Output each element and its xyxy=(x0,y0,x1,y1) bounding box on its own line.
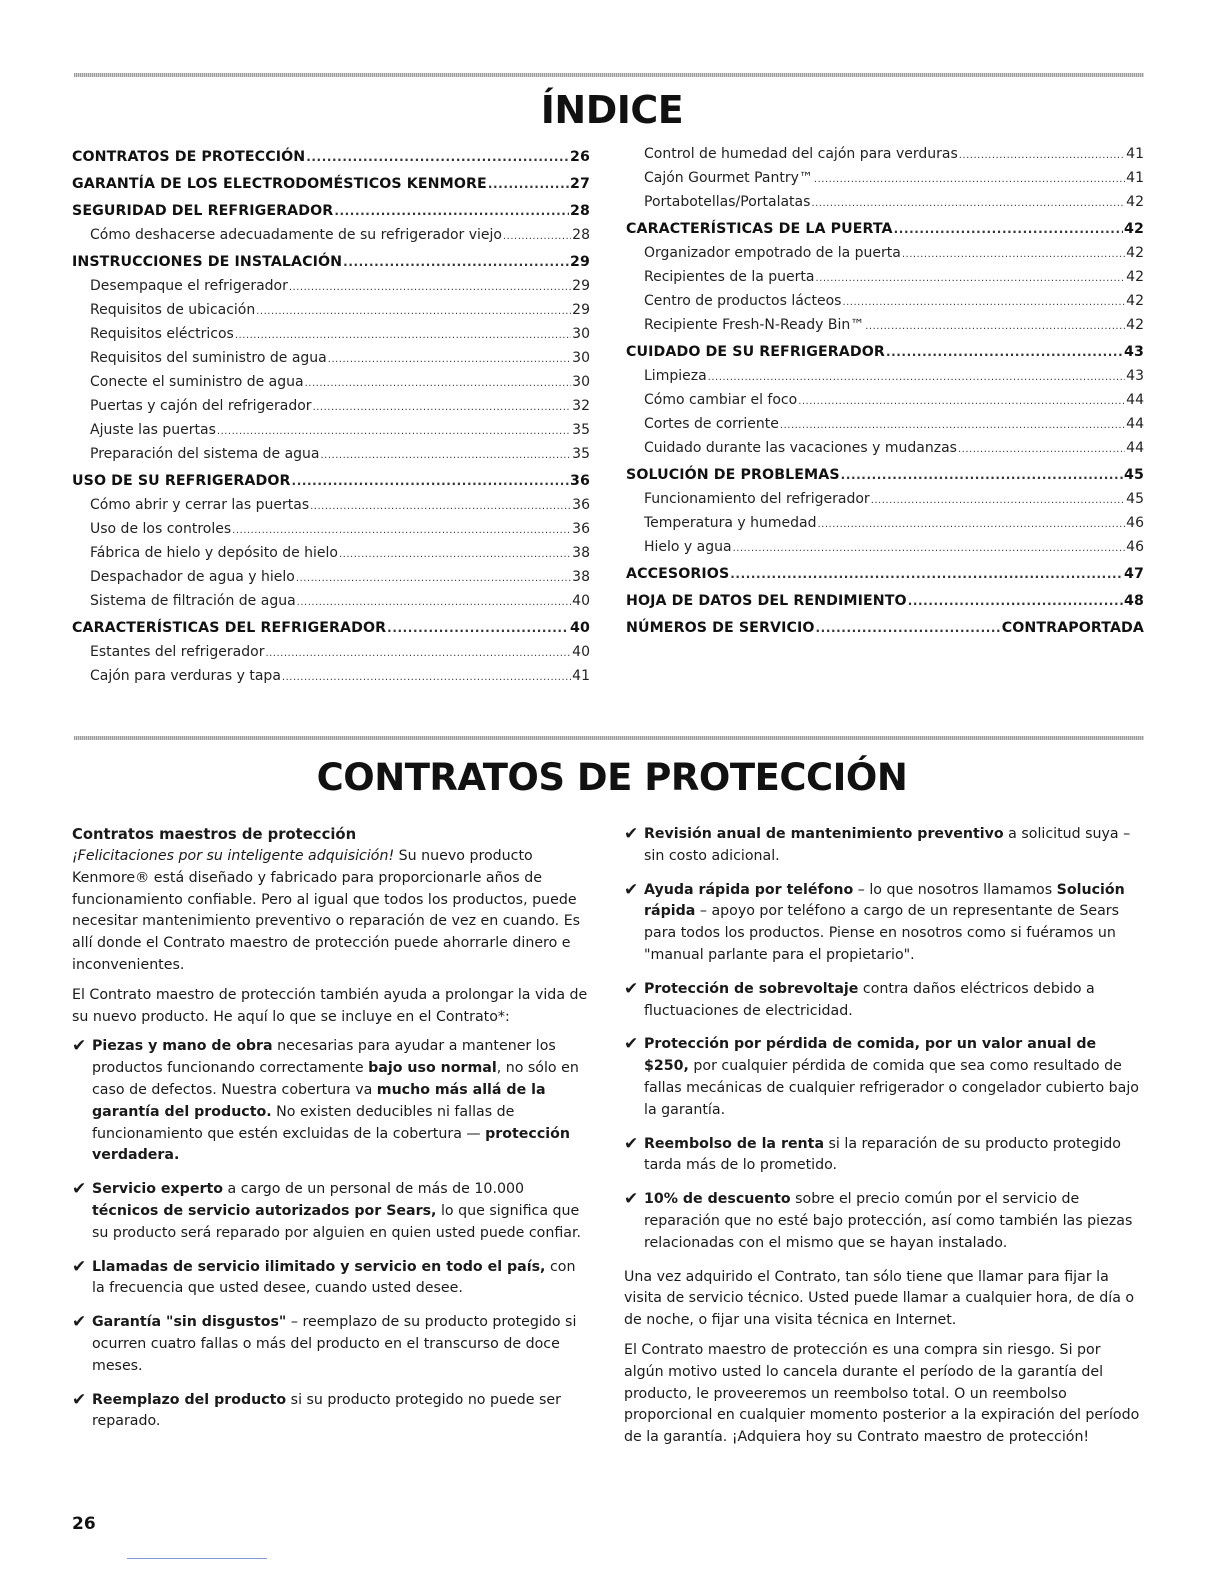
toc-section[interactable] xyxy=(626,340,1144,364)
benefit-text: sobre el precio común por el servicio de reparación que no esté bajo protección, así como también las piezas relacionadas con el mismo que se hayan instalado. xyxy=(644,1191,1133,1251)
toc-leader-dots xyxy=(730,562,1123,586)
toc-leader-dots xyxy=(708,366,1126,388)
toc-leader-dots xyxy=(292,469,570,493)
toc-leader-dots xyxy=(217,420,571,442)
toc-page-number: 32 xyxy=(572,398,590,414)
toc-leader-dots xyxy=(232,519,571,541)
benefit-text: – apoyo por teléfono a cargo de un representante de Sears para todos los productos. Piense en nosotros como si fuéramos un "manual parlante para el propietario". xyxy=(644,903,1120,963)
toc-page-number: 42 xyxy=(1126,293,1144,309)
benefit-highlight: Solución rápida xyxy=(644,881,1125,920)
checkmark-icon: ✔ xyxy=(624,1034,639,1055)
toc-right-column xyxy=(626,142,1144,640)
toc-leader-dots xyxy=(488,172,569,196)
toc-label: GARANTÍA DE LOS ELECTRODOMÉSTICOS KENMORE xyxy=(72,176,487,192)
benefit-highlight: Reemplazo del producto xyxy=(92,1391,287,1408)
benefit-item xyxy=(624,824,1144,868)
toc-leader-dots xyxy=(310,495,571,517)
benefit-highlight: Revisión anual de mantenimiento preventivo xyxy=(644,826,1004,842)
toc-entry[interactable] xyxy=(72,322,590,346)
toc-entry[interactable] xyxy=(626,364,1144,388)
toc-leader-dots xyxy=(343,250,569,274)
toc-label: Fábrica de hielo y depósito de hielo xyxy=(90,545,338,561)
toc-label: Cajón Gourmet Pantry™ xyxy=(644,170,813,186)
toc-leader-dots xyxy=(296,567,571,589)
toc-leader-dots xyxy=(305,372,572,394)
toc-section[interactable] xyxy=(72,199,590,223)
benefit-item xyxy=(624,1134,1144,1178)
toc-page-number: 41 xyxy=(1126,170,1144,186)
checkmark-icon: ✔ xyxy=(624,1189,639,1210)
toc-section[interactable] xyxy=(626,616,1144,640)
toc-label: Sistema de filtración de agua xyxy=(90,593,296,609)
refund-paragraph: El Contrato maestro de protección es una compra sin riesgo. Si por algún motivo usted lo cancela durante el período de la garantía del producto, le proveeremos un reembolso total. O un reembolso proporcional en cualquier momento posterior a la expiración del período de la garantía. ¡Adquiera hoy su Contrato maestro de protección! xyxy=(624,1341,1140,1446)
toc-entry[interactable] xyxy=(72,493,590,517)
toc-label: Funcionamiento del refrigerador xyxy=(644,491,870,507)
checkmark-icon: ✔ xyxy=(624,879,639,900)
checkmark-icon: ✔ xyxy=(624,978,639,999)
benefit-text: – lo que nosotros llamamos xyxy=(853,881,1057,898)
benefit-highlight: bajo uso normal xyxy=(368,1060,497,1077)
toc-label: INSTRUCCIONES DE INSTALACIÓN xyxy=(72,254,343,270)
toc-leader-dots xyxy=(798,390,1125,412)
benefit-text: por cualquier pérdida de comida que sea como resultado de fallas mecánicas de cualquier refrigerador o congelador cubierto bajo la garantía. xyxy=(644,1058,1139,1118)
left-bullet-list xyxy=(72,1036,592,1433)
toc-entry[interactable] xyxy=(72,517,590,541)
checkmark-icon: ✔ xyxy=(624,824,639,844)
toc-page-number: 38 xyxy=(572,545,590,561)
toc-leader-dots xyxy=(902,243,1125,265)
toc-label: Ajuste las puertas xyxy=(90,422,216,438)
toc-entry[interactable] xyxy=(72,418,590,442)
toc-label: Centro de productos lácteos xyxy=(644,293,842,309)
toc-page-number: 48 xyxy=(1124,593,1144,609)
toc-page-number: 47 xyxy=(1124,566,1144,582)
toc-page-number: 42 xyxy=(1126,245,1144,261)
toc-section[interactable] xyxy=(72,145,590,169)
benefit-item xyxy=(624,979,1144,1023)
toc-label: Despachador de agua y hielo xyxy=(90,569,295,585)
toc-page-number: 44 xyxy=(1126,416,1144,432)
toc-page-number: 40 xyxy=(570,620,590,636)
toc-label: CARACTERÍSTICAS DE LA PUERTA xyxy=(626,221,893,237)
toc-entry[interactable] xyxy=(626,265,1144,289)
toc-leader-dots xyxy=(321,444,572,466)
benefit-text: , no sólo en caso de defectos. Nuestra cobertura va xyxy=(92,1060,579,1098)
toc-leader-dots xyxy=(871,489,1125,511)
section-divider xyxy=(74,736,1144,740)
protection-left-column xyxy=(72,824,592,1445)
toc-leader-dots xyxy=(503,225,571,247)
benefit-item xyxy=(72,1036,592,1167)
toc-page-number: 45 xyxy=(1124,467,1144,483)
toc-page-number: 43 xyxy=(1126,368,1144,384)
toc-label: Temperatura y humedad xyxy=(644,515,817,531)
protection-title: CONTRATOS DE PROTECCIÓN xyxy=(316,756,908,799)
toc-page-number: 40 xyxy=(572,593,590,609)
toc-leader-dots xyxy=(908,589,1123,613)
toc-entry[interactable] xyxy=(626,289,1144,313)
top-divider xyxy=(74,73,1144,77)
toc-label: Limpieza xyxy=(644,368,707,384)
toc-label: Organizador empotrado de la puerta xyxy=(644,245,901,261)
toc-leader-dots xyxy=(842,291,1125,313)
contract-paragraph: El Contrato maestro de protección también ayuda a prolongar la vida de su nuevo producto. He aquí lo que se incluye en el Contrato*: xyxy=(72,986,588,1025)
toc-page-number: 42 xyxy=(1124,221,1144,237)
toc-entry[interactable] xyxy=(72,370,590,394)
toc-leader-dots xyxy=(894,217,1123,241)
toc-leader-dots xyxy=(818,513,1126,535)
footer-link-line xyxy=(127,1558,267,1559)
toc-section[interactable] xyxy=(626,589,1144,613)
toc-page-number: 41 xyxy=(572,668,590,684)
checkmark-icon: ✔ xyxy=(72,1036,87,1057)
toc-label: Hielo y agua xyxy=(644,539,732,555)
benefit-highlight: mucho más allá de la garantía del producto. xyxy=(92,1081,546,1120)
toc-page-number: 42 xyxy=(1126,194,1144,210)
toc-entry[interactable] xyxy=(626,436,1144,460)
toc-label: Portabotellas/Portalatas xyxy=(644,194,811,210)
toc-leader-dots xyxy=(814,168,1125,190)
benefit-text: necesarias para ayudar a mantener los productos funcionando correctamente xyxy=(92,1038,556,1077)
toc-page-number: 30 xyxy=(572,326,590,342)
benefit-highlight: Ayuda rápida por teléfono xyxy=(644,881,854,898)
benefit-highlight: protección verdadera. xyxy=(92,1125,570,1164)
toc-entry[interactable] xyxy=(626,166,1144,190)
toc-page-number: 26 xyxy=(570,149,590,165)
benefit-text: a cargo de un personal de más de 10.000 xyxy=(223,1181,525,1198)
toc-leader-dots xyxy=(289,276,571,298)
toc-entry[interactable] xyxy=(72,589,590,613)
toc-page-number: 42 xyxy=(1126,269,1144,285)
toc-label: Cajón para verduras y tapa xyxy=(90,668,281,684)
toc-page-number: 41 xyxy=(1126,146,1144,162)
checkmark-icon: ✔ xyxy=(72,1179,87,1200)
toc-entry[interactable] xyxy=(72,346,590,370)
toc-label: Cómo cambiar el foco xyxy=(644,392,798,408)
benefit-item xyxy=(624,1034,1144,1121)
toc-label: Conecte el suministro de agua xyxy=(90,374,304,390)
toc-leader-dots xyxy=(256,300,571,322)
toc-label: SOLUCIÓN DE PROBLEMAS xyxy=(626,467,840,483)
toc-title: ÍNDICE xyxy=(540,88,684,132)
benefit-highlight: Piezas y mano de obra xyxy=(92,1038,273,1055)
benefit-highlight: Llamadas de servicio ilimitado y servicio en todo el país, xyxy=(92,1258,546,1275)
toc-page-number: 46 xyxy=(1126,515,1144,531)
protection-right-column xyxy=(624,824,1144,1457)
toc-entry[interactable] xyxy=(626,412,1144,436)
benefit-highlight: Garantía "sin disgustos" xyxy=(92,1314,287,1331)
toc-leader-dots xyxy=(313,396,572,418)
toc-label: Cómo abrir y cerrar las puertas xyxy=(90,497,310,513)
benefit-text: contra daños eléctricos debido a fluctuaciones de electricidad. xyxy=(644,980,1095,1019)
toc-page-number: 45 xyxy=(1126,491,1144,507)
toc-section[interactable] xyxy=(72,469,590,493)
toc-leader-dots xyxy=(811,192,1125,214)
toc-label: Estantes del refrigerador xyxy=(90,644,265,660)
toc-entry[interactable] xyxy=(72,442,590,466)
toc-entry[interactable] xyxy=(626,313,1144,337)
benefit-text: No existen deducibles ni fallas de funcionamiento que estén excluidas de la cobertura — xyxy=(92,1103,515,1142)
right-bullet-list xyxy=(624,824,1144,1255)
toc-label: Desempaque el refrigerador xyxy=(90,278,288,294)
toc-label: Cuidado durante las vacaciones y mudanzas xyxy=(644,440,957,456)
toc-entry[interactable] xyxy=(626,487,1144,511)
benefit-text: a solicitud suya – sin costo adicional. xyxy=(644,826,1131,864)
toc-entry[interactable] xyxy=(72,565,590,589)
benefit-item xyxy=(624,1189,1144,1254)
toc-label: Recipientes de la puerta xyxy=(644,269,815,285)
toc-entry[interactable] xyxy=(72,274,590,298)
toc-section[interactable] xyxy=(72,250,590,274)
toc-leader-dots xyxy=(306,145,569,169)
benefit-highlight: Reembolso de la renta xyxy=(644,1135,825,1152)
toc-page-number: 29 xyxy=(570,254,590,270)
toc-page-number: 40 xyxy=(572,644,590,660)
toc-entry[interactable] xyxy=(626,241,1144,265)
toc-entry[interactable] xyxy=(72,223,590,247)
toc-entry[interactable] xyxy=(72,640,590,664)
toc-page-number: 27 xyxy=(570,176,590,192)
checkmark-icon: ✔ xyxy=(72,1256,87,1277)
toc-entry[interactable] xyxy=(72,664,590,688)
toc-page-number: 30 xyxy=(572,374,590,390)
toc-page-number: 44 xyxy=(1126,440,1144,456)
toc-page-number: 44 xyxy=(1126,392,1144,408)
benefit-text: lo que significa que su producto será reparado por alguien en quien usted puede confiar. xyxy=(92,1202,582,1241)
toc-page-number: 42 xyxy=(1126,317,1144,333)
toc-leader-dots xyxy=(339,543,571,565)
toc-label: HOJA DE DATOS DEL RENDIMIENTO xyxy=(626,593,907,609)
toc-label: SEGURIDAD DEL REFRIGERADOR xyxy=(72,203,334,219)
benefit-item xyxy=(72,1257,592,1301)
toc-page-number: 38 xyxy=(572,569,590,585)
toc-page-number: 43 xyxy=(1124,344,1144,360)
toc-page-number: 28 xyxy=(570,203,590,219)
benefit-text: – reemplazo de su producto protegido si ocurren cuatro fallas o más del producto en el transcurso de doce meses. xyxy=(92,1314,577,1374)
toc-label: Preparación del sistema de agua xyxy=(90,446,320,462)
toc-entry[interactable] xyxy=(626,511,1144,535)
toc-label: Requisitos del suministro de agua xyxy=(90,350,327,366)
toc-page-number: 30 xyxy=(572,350,590,366)
toc-leader-dots xyxy=(886,340,1123,364)
toc-leader-dots xyxy=(235,324,571,346)
toc-page-number: CONTRAPORTADA xyxy=(1001,620,1144,636)
toc-page-number: 29 xyxy=(572,302,590,318)
toc-leader-dots xyxy=(841,463,1123,487)
intro-text: Su nuevo producto Kenmore® está diseñado y fabricado para proporcionarle años de funcionamiento confiable. Pero al igual que todos los productos, puede necesitar mantenimiento preventivo o reparación de vez en cuando. Es allí donde el Contrato maestro de protección puede ahorrarle dinero e inconvenientes. xyxy=(72,848,581,973)
benefit-text: si su producto protegido no puede ser reparado. xyxy=(92,1391,561,1430)
toc-leader-dots xyxy=(733,537,1126,559)
toc-page-number: 35 xyxy=(572,422,590,438)
toc-page-number: 36 xyxy=(572,497,590,513)
toc-section[interactable] xyxy=(72,172,590,196)
page-number: 26 xyxy=(72,1514,96,1534)
toc-label: CARACTERÍSTICAS DEL REFRIGERADOR xyxy=(72,620,387,636)
toc-label: Cortes de corriente xyxy=(644,416,779,432)
toc-leader-dots xyxy=(959,144,1125,166)
checkmark-icon: ✔ xyxy=(72,1312,87,1333)
toc-page-number: 28 xyxy=(572,227,590,243)
toc-leader-dots xyxy=(334,199,569,223)
toc-leader-dots xyxy=(780,414,1125,436)
benefit-item xyxy=(72,1390,592,1434)
benefit-highlight: Protección de sobrevoltaje xyxy=(644,980,859,997)
toc-leader-dots xyxy=(958,438,1125,460)
toc-label: Uso de los controles xyxy=(90,521,232,537)
toc-leader-dots xyxy=(816,616,1001,640)
benefit-highlight: Servicio experto xyxy=(92,1181,223,1198)
toc-label: Cómo deshacerse adecuadamente de su refrigerador viejo xyxy=(90,227,502,243)
toc-label: Control de humedad del cajón para verduras xyxy=(644,146,958,162)
toc-entry[interactable] xyxy=(626,190,1144,214)
toc-page-number: 36 xyxy=(570,473,590,489)
toc-leader-dots xyxy=(387,616,569,640)
toc-label: CONTRATOS DE PROTECCIÓN xyxy=(72,149,306,165)
toc-leader-dots xyxy=(815,267,1125,289)
toc-page-number: 46 xyxy=(1126,539,1144,555)
toc-left-column xyxy=(72,142,590,688)
purchase-paragraph: Una vez adquirido el Contrato, tan sólo tiene que llamar para fijar la visita de servicio técnico. Usted puede llamar a cualquier hora, de día o de noche, o fijar una visita técnica en Internet. xyxy=(624,1268,1135,1329)
toc-entry[interactable] xyxy=(72,298,590,322)
toc-label: NÚMEROS DE SERVICIO xyxy=(626,620,815,636)
benefit-item xyxy=(624,880,1144,967)
toc-label: Recipiente Fresh-N-Ready Bin™ xyxy=(644,317,865,333)
benefit-highlight: técnicos de servicio autorizados por Sears, xyxy=(92,1202,437,1219)
checkmark-icon: ✔ xyxy=(624,1133,639,1154)
toc-entry[interactable] xyxy=(626,142,1144,166)
toc-label: Requisitos eléctricos xyxy=(90,326,234,342)
benefit-item xyxy=(72,1179,592,1244)
intro-paragraph xyxy=(72,846,592,977)
toc-entry[interactable] xyxy=(72,541,590,565)
toc-section[interactable] xyxy=(72,616,590,640)
toc-leader-dots xyxy=(265,642,571,664)
benefit-highlight: 10% de descuento xyxy=(644,1191,791,1208)
toc-section[interactable] xyxy=(626,562,1144,586)
benefit-item xyxy=(72,1312,592,1377)
toc-label: CUIDADO DE SU REFRIGERADOR xyxy=(626,344,885,360)
toc-leader-dots xyxy=(865,315,1125,337)
checkmark-icon: ✔ xyxy=(72,1389,87,1410)
benefit-text: con la frecuencia que usted desee, cuando usted desee. xyxy=(92,1258,576,1297)
toc-entry[interactable] xyxy=(626,535,1144,559)
toc-label: USO DE SU REFRIGERADOR xyxy=(72,473,291,489)
toc-label: Requisitos de ubicación xyxy=(90,302,256,318)
intro-italic: ¡Felicitaciones por su inteligente adquisición! xyxy=(72,848,395,864)
toc-leader-dots xyxy=(328,348,571,370)
toc-section[interactable] xyxy=(626,463,1144,487)
toc-label: Puertas y cajón del refrigerador xyxy=(90,398,312,414)
toc-section[interactable] xyxy=(626,217,1144,241)
toc-page-number: 36 xyxy=(572,521,590,537)
toc-entry[interactable] xyxy=(72,394,590,418)
protection-subtitle: Contratos maestros de protección xyxy=(72,826,357,843)
toc-page-number: 35 xyxy=(572,446,590,462)
toc-entry[interactable] xyxy=(626,388,1144,412)
toc-leader-dots xyxy=(282,666,571,688)
benefit-highlight: Protección por pérdida de comida, por un valor anual de $250, xyxy=(644,1036,1097,1075)
toc-label: ACCESORIOS xyxy=(626,566,730,582)
toc-page-number: 29 xyxy=(572,278,590,294)
benefit-text: si la reparación de su producto protegido tarda más de lo prometido. xyxy=(644,1135,1121,1174)
toc-leader-dots xyxy=(297,591,572,613)
